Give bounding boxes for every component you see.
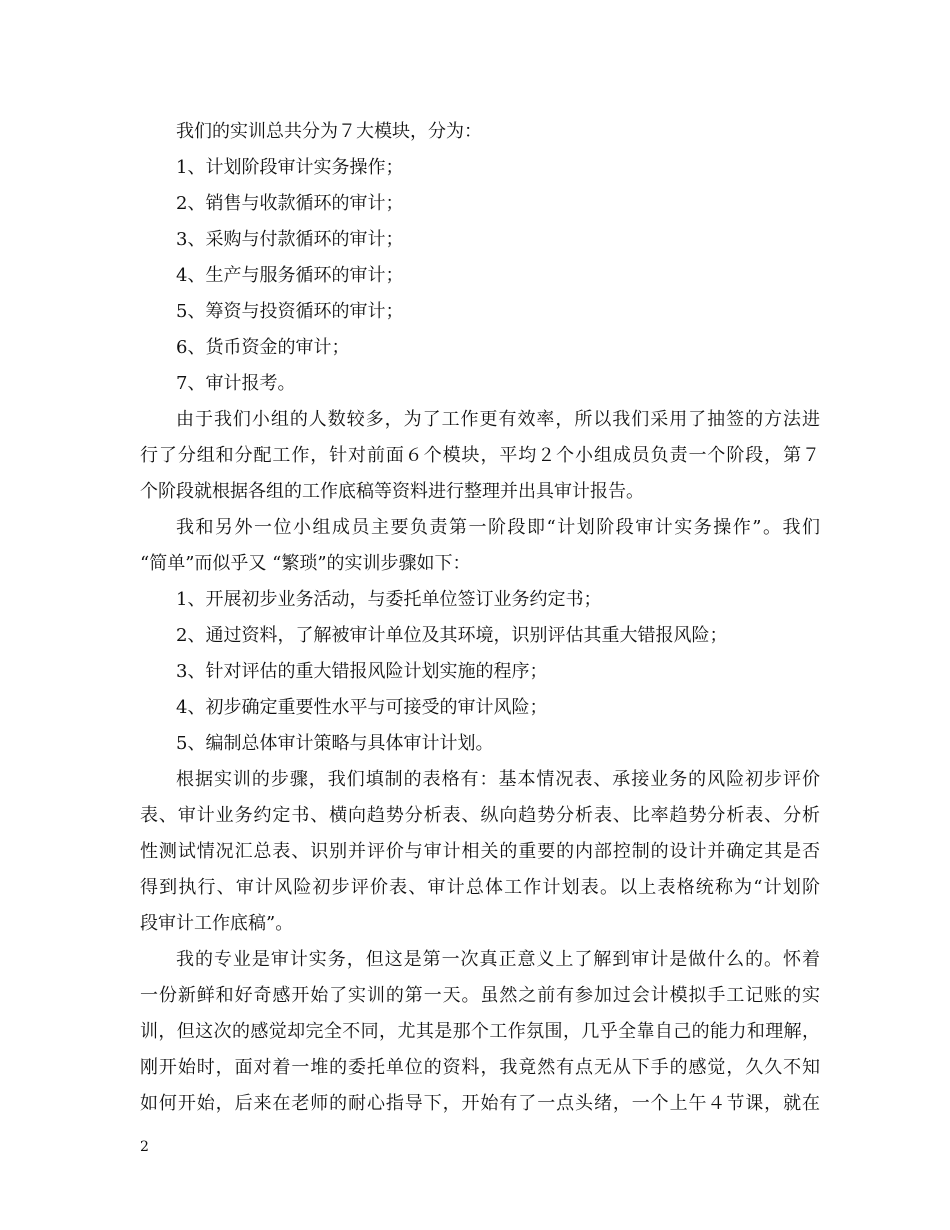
step-item: 1、开展初步业务活动，与委托单位签订业务约定书； (176, 589, 602, 610)
paragraph-reflection-line: 刚开始时，面对着一堆的委托单位的资料，我竟然有点无从下手的感觉，久久不知 (140, 1057, 820, 1078)
module-item: 1、计划阶段审计实务操作； (176, 157, 404, 178)
paragraph-reflection-line: 一份新鲜和好奇感开始了实训的第一天。虽然之前有参加过会计模拟手工记账的实 (140, 985, 820, 1006)
module-item: 5、筹资与投资循环的审计； (176, 301, 404, 322)
paragraph-forms-line: 性测试情况汇总表、识别并评价与审计相关的重要的内部控制的设计并确定其是否 (140, 841, 820, 862)
paragraph-grouping-line: 行了分组和分配工作，针对前面６个模块，平均２个小组成员负责一个阶段，第７ (140, 445, 820, 466)
step-item: 5、编制总体审计策略与具体审计计划。 (176, 733, 494, 754)
paragraph-intro-line: 我们的实训总共分为７大模块，分为： (176, 121, 482, 142)
paragraph-grouping-line: 个阶段就根据各组的工作底稿等资料进行整理并出具审计报告。 (140, 481, 644, 502)
step-item: 2、通过资料，了解被审计单位及其环境，识别评估其重大错报风险； (176, 625, 728, 646)
paragraph-forms-line: 得到执行、审计风险初步评价表、审计总体工作计划表。以上表格统称为“计划阶 (140, 877, 820, 898)
paragraph-forms-line: 根据实训的步骤，我们填制的表格有：基本情况表、承接业务的风险初步评价 (176, 769, 820, 790)
paragraph-reflection-line: 训，但这次的感觉却完全不同，尤其是那个工作氛围，几乎全靠自己的能力和理解， (140, 1021, 820, 1042)
step-item: 4、初步确定重要性水平与可接受的审计风险； (176, 697, 548, 718)
module-item: 6、货币资金的审计； (176, 337, 350, 358)
module-item: 2、销售与收款循环的审计； (176, 193, 404, 214)
paragraph-reflection-line: 我的专业是审计实务，但这是第一次真正意义上了解到审计是做什么的。怀着 (176, 949, 820, 970)
paragraph-phase-line: 我和另外一位小组成员主要负责第一阶段即“计划阶段审计实务操作”。我们 (176, 517, 820, 538)
paragraph-reflection-line: 如何开始，后来在老师的耐心指导下，开始有了一点头绪，一个上午４节课，就在 (140, 1093, 820, 1114)
paragraph-phase-line: “简单”而似乎又 “繁琐”的实训步骤如下： (140, 553, 471, 574)
module-item: 3、采购与付款循环的审计； (176, 229, 404, 250)
paragraph-grouping-line: 由于我们小组的人数较多，为了工作更有效率，所以我们采用了抽签的方法进 (176, 409, 820, 430)
document-body (140, 114, 820, 1122)
page-number: 2 (140, 1139, 149, 1155)
paragraph-forms-line: 段审计工作底稿”。 (140, 913, 294, 934)
paragraph-forms-line: 表、审计业务约定书、横向趋势分析表、纵向趋势分析表、比率趋势分析表、分析 (140, 805, 820, 826)
module-item: 4、生产与服务循环的审计； (176, 265, 404, 286)
module-item: 7、审计报考。 (176, 373, 296, 394)
step-item: 3、针对评估的重大错报风险计划实施的程序； (176, 661, 548, 682)
